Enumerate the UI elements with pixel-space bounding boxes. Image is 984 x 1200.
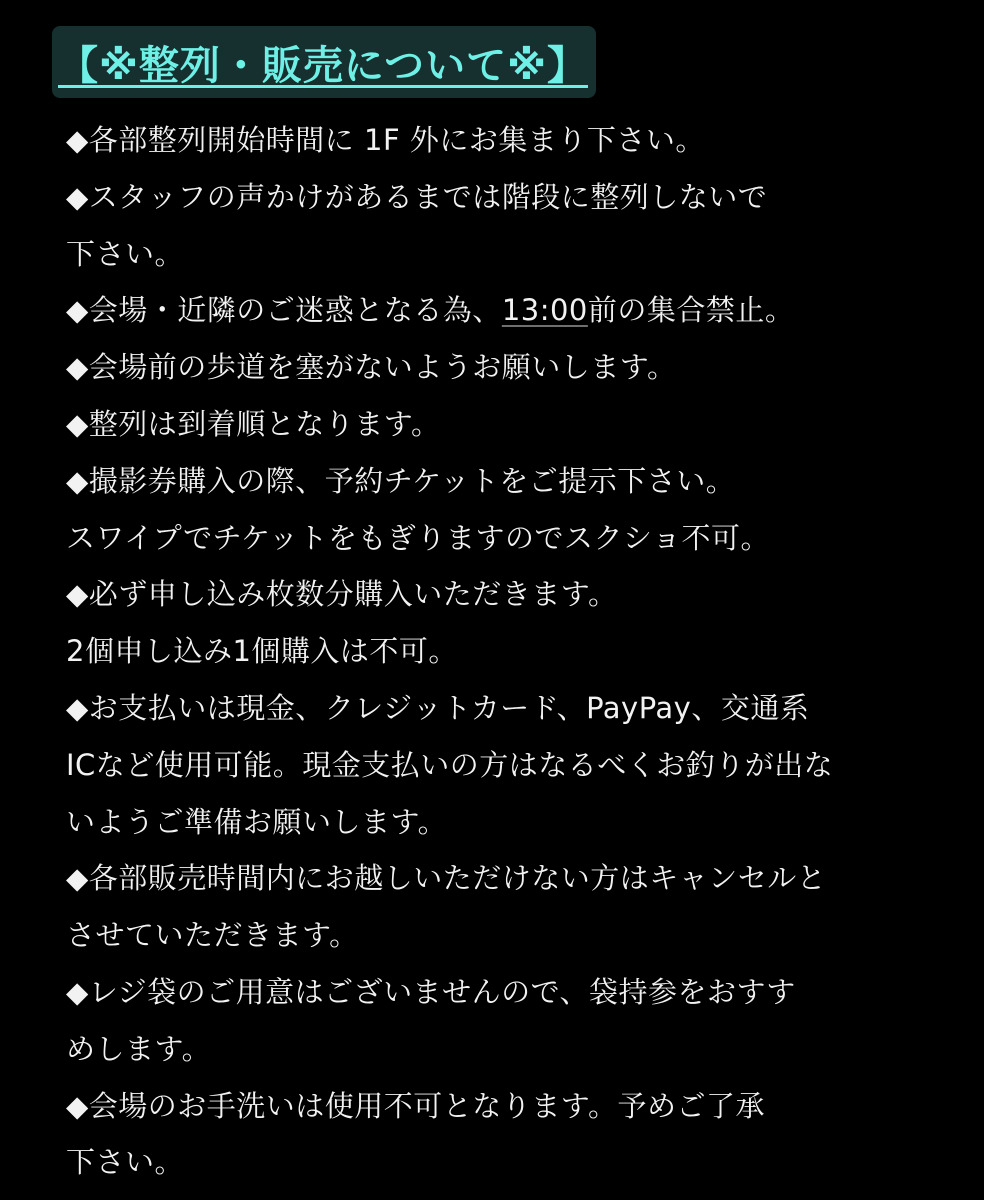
- notice-line: ◆レジ袋のご用意はございませんので、袋持参をおすす: [66, 974, 796, 1009]
- notice-line: ICなど使用可能。現金支払いの方はなるべくお釣りが出な: [66, 747, 834, 782]
- notice-line: 下さい。: [66, 1145, 185, 1180]
- notice-line: ◆各部整列開始時間に 1F 外にお集まり下さい。: [66, 123, 705, 157]
- notice-line: めします。: [66, 1031, 212, 1066]
- notice-line: いようご準備お願いします。: [66, 804, 448, 839]
- notice-line: ◆撮影券購入の際、予約チケットをご提示下さい。: [66, 463, 736, 498]
- time-link: 13:00: [501, 293, 588, 328]
- notice-text: ◆会場・近隣のご迷惑となる為、: [66, 293, 502, 328]
- title-highlight: [52, 26, 596, 98]
- notice-line: 下さい。: [66, 236, 185, 271]
- notice-line: ◆会場のお手洗いは使用不可となります。予めご了承: [66, 1088, 765, 1123]
- page-title: 【※整列・販売について※】: [58, 42, 588, 89]
- notice-line: 2個申し込み1個購入は不可。: [66, 634, 458, 669]
- notice-line: ◆必ず申し込み枚数分購入いただきます。: [66, 577, 618, 612]
- notice-line: させていただきます。: [66, 918, 359, 953]
- notice-line: スワイプでチケットをもぎりますのでスクショ不可。: [66, 520, 770, 555]
- notice-text: 前の集合禁止。: [587, 293, 795, 328]
- notice-line: ◆スタッフの声かけがあるまでは階段に整列しないで: [66, 179, 768, 214]
- notice-line: ◆会場前の歩道を塞がないようお願いします。: [66, 350, 677, 385]
- notice-line: ◆各部販売時間内にお越しいただけない方はキャンセルと: [66, 861, 827, 896]
- notice-body: [66, 112, 966, 1191]
- notice-line: ◆整列は到着順となります。: [66, 406, 441, 441]
- notice-line: ◆お支払いは現金、クレジットカード、PayPay、交通系: [66, 690, 810, 725]
- notice-line-time: [66, 282, 966, 339]
